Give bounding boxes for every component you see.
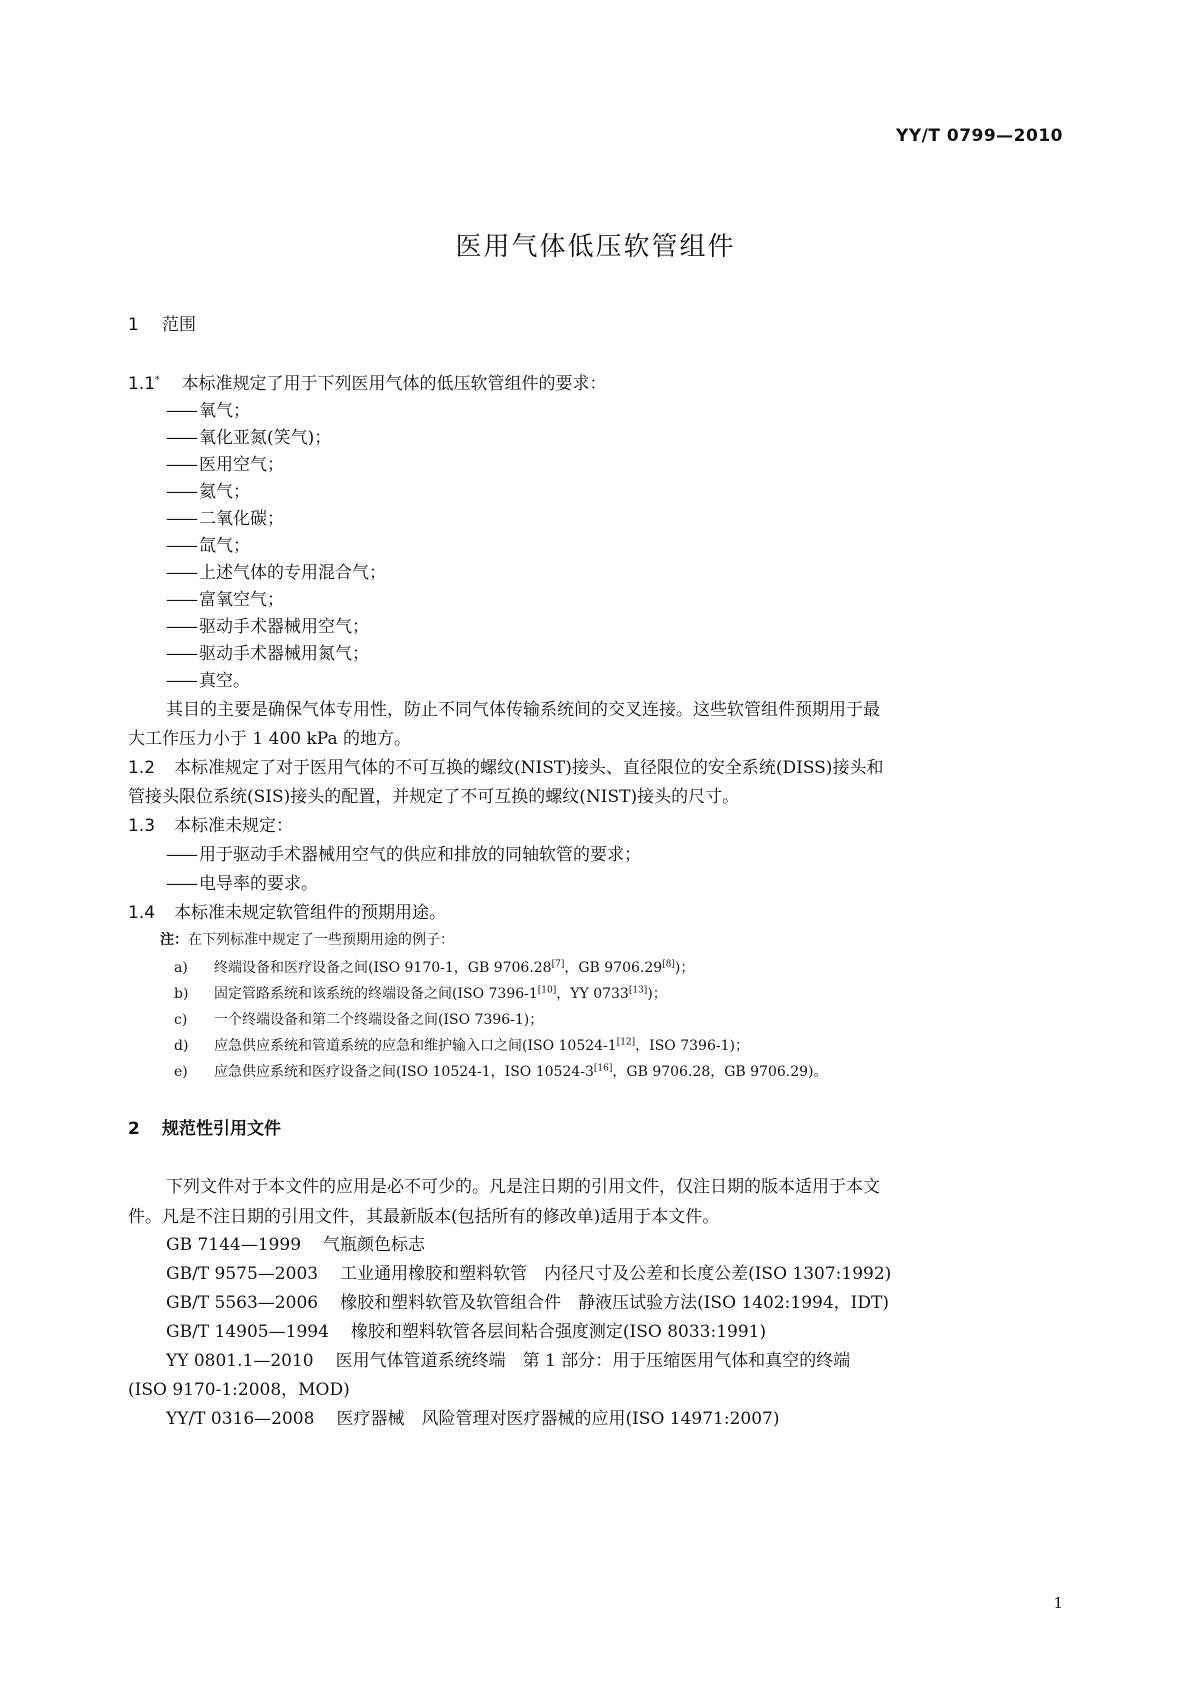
list-item-text: 氙气；: [199, 536, 250, 556]
list-item: —— 真空。: [166, 671, 250, 691]
note-item: [174, 1061, 828, 1081]
section-title: 规范性引用文件: [162, 1119, 281, 1139]
note-item-text: )；: [647, 986, 667, 1002]
reference-code: GB/T 9575—2003: [166, 1264, 319, 1284]
reference-title: 医用气体管道系统终端 第 1 部分：用于压缩医用气体和真空的终端: [335, 1351, 851, 1371]
list-item: —— 氧化亚氮(笑气)；: [166, 428, 332, 448]
note-item-text: ，GB 9706.29: [564, 960, 663, 976]
list-item-text: 氦气；: [199, 482, 250, 502]
note-item: [174, 983, 667, 1003]
citation-ref: [10]: [537, 985, 557, 996]
clause-1-4: [128, 898, 446, 923]
note-item-text: )；: [674, 960, 695, 976]
clause-1-3: [128, 811, 293, 836]
note-item-text: 应急供应系统和管道系统的应急和维护输入口之间(ISO 10524-1: [214, 1038, 617, 1054]
note-item: [174, 957, 694, 977]
list-item-text: 上述气体的专用混合气；: [199, 563, 386, 583]
list-item-text: 真空。: [199, 671, 250, 691]
paragraph-line: 件。凡是不注日期的引用文件，其最新版本(包括所有的修改单)适用于本文件。: [128, 1207, 720, 1227]
clause-1-2: [128, 753, 883, 778]
reference-code: GB 7144—1999: [166, 1235, 302, 1255]
note-item-text: ，ISO 7396-1)；: [635, 1038, 749, 1054]
note-label: 注：: [160, 932, 188, 948]
reference-code: YY/T 0316—2008: [166, 1409, 315, 1429]
reference-item: [166, 1346, 850, 1371]
reference-title: 气瓶颜色标志: [323, 1235, 426, 1255]
section-number: 2: [128, 1119, 140, 1139]
note-item-letter: a): [174, 960, 188, 976]
note: [160, 929, 454, 949]
section-title: 范围: [162, 315, 196, 335]
list-item: —— 驱动手术器械用氮气；: [166, 644, 369, 664]
note-item-letter: b): [174, 986, 189, 1002]
reference-code: YY 0801.1—2010: [166, 1351, 314, 1371]
reference-item: [166, 1288, 889, 1313]
list-item: —— 氧气；: [166, 401, 250, 421]
note-item-text: 应急供应系统和医疗设备之间(ISO 10524-1，ISO 10524-3: [214, 1064, 594, 1080]
note-item-text: ，GB 9706.28，GB 9706.29)。: [612, 1064, 828, 1080]
section-2-heading: [128, 1114, 281, 1139]
reference-title: 工业通用橡胶和塑料软管 内径尺寸及公差和长度公差(ISO 1307:1992): [340, 1264, 892, 1284]
paragraph-line: 其目的主要是确保气体专用性，防止不同气体传输系统间的交叉连接。这些软管组件预期用于最: [166, 700, 880, 720]
note-item-text: 终端设备和医疗设备之间(ISO 9170-1，GB 9706.28: [214, 960, 552, 976]
reference-title: 橡胶和塑料软管各层间粘合强度测定(ISO 8033:1991): [350, 1322, 767, 1342]
citation-ref: [12]: [616, 1037, 636, 1048]
clause-number: 1.3: [128, 816, 156, 836]
list-item-text: 二氧化碳；: [199, 509, 284, 529]
list-item-text: 富氧空气；: [199, 590, 284, 610]
clause-text: 本标准规定了对于医用气体的不可互换的螺纹(NIST)接头、直径限位的安全系统(DISS)接头和: [174, 758, 884, 778]
reference-item: [166, 1259, 891, 1284]
list-item: —— 富氧空气；: [166, 590, 284, 610]
clause-text: 本标准未规定：: [174, 816, 293, 836]
list-item: —— 上述气体的专用混合气；: [166, 563, 386, 583]
note-item-text: ，YY 0733: [556, 986, 629, 1002]
reference-item: [166, 1317, 766, 1342]
reference-title: 医疗器械 风险管理对医疗器械的应用(ISO 14971:2007): [336, 1409, 780, 1429]
reference-item: [166, 1230, 425, 1255]
note-text: 在下列标准中规定了一些预期用途的例子：: [188, 932, 454, 948]
reference-title: 橡胶和塑料软管及软管组合件 静液压试验方法(ISO 1402:1994，IDT): [340, 1293, 889, 1313]
list-item-text: 氧气；: [199, 401, 250, 421]
list-item: —— 氙气；: [166, 536, 250, 556]
clause-text: 本标准规定了用于下列医用气体的低压软管组件的要求：: [181, 374, 607, 394]
document-title: 医用气体低压软管组件: [455, 232, 736, 262]
note-item-letter: c): [174, 1012, 188, 1028]
list-item-text: 驱动手术器械用氮气；: [199, 644, 369, 664]
list-item: —— 电导率的要求。: [166, 874, 318, 894]
list-item-text: 氧化亚氮(笑气)；: [199, 428, 332, 448]
paragraph-line: 管接头限位系统(SIS)接头的配置，并规定了不可互换的螺纹(NIST)接头的尺寸。: [128, 787, 740, 807]
list-item-text: 电导率的要求。: [199, 874, 318, 894]
clause-number: 1.1: [128, 374, 156, 394]
note-item-text: 一个终端设备和第二个终端设备之间(ISO 7396-1)；: [214, 1012, 544, 1028]
note-item: [174, 1009, 543, 1029]
clause-1-1: [128, 369, 607, 394]
list-item: —— 二氧化碳；: [166, 509, 284, 529]
citation-ref: [16]: [593, 1063, 613, 1074]
list-item-text: 驱动手术器械用空气；: [199, 617, 369, 637]
list-item: —— 医用空气；: [166, 455, 284, 475]
paragraph-line: 大工作压力小于 1 400 kPa 的地方。: [128, 729, 411, 749]
citation-ref: [13]: [628, 985, 648, 996]
standard-code: YY/T 0799—2010: [896, 126, 1063, 146]
reference-item: [166, 1404, 780, 1429]
reference-code: GB/T 14905—1994: [166, 1322, 329, 1342]
clause-number: 1.2: [128, 758, 156, 778]
list-item-text: 医用空气；: [199, 455, 284, 475]
reference-code: GB/T 5563—2006: [166, 1293, 319, 1313]
list-item: —— 用于驱动手术器械用空气的供应和排放的同轴软管的要求；: [166, 845, 641, 865]
note-item: [174, 1035, 749, 1055]
note-item-text: 固定管路系统和该系统的终端设备之间(ISO 7396-1: [214, 986, 538, 1002]
note-item-letter: e): [174, 1064, 188, 1080]
paragraph-line: 下列文件对于本文件的应用是必不可少的。凡是注日期的引用文件，仅注日期的版本适用于本文: [166, 1177, 880, 1197]
clause-text: 本标准未规定软管组件的预期用途。: [174, 903, 446, 923]
section-number: 1: [128, 315, 139, 335]
citation-ref: [8]: [662, 959, 675, 970]
clause-mark: *: [155, 375, 160, 386]
citation-ref: [7]: [551, 959, 565, 970]
note-item-letter: d): [174, 1038, 189, 1054]
section-1-heading: [128, 310, 196, 335]
page-number: 1: [1053, 1594, 1063, 1612]
list-item-text: 用于驱动手术器械用空气的供应和排放的同轴软管的要求；: [199, 845, 641, 865]
list-item: —— 驱动手术器械用空气；: [166, 617, 369, 637]
list-item: —— 氦气；: [166, 482, 250, 502]
clause-number: 1.4: [128, 903, 156, 923]
reference-continuation: (ISO 9170-1:2008，MOD): [128, 1380, 350, 1400]
